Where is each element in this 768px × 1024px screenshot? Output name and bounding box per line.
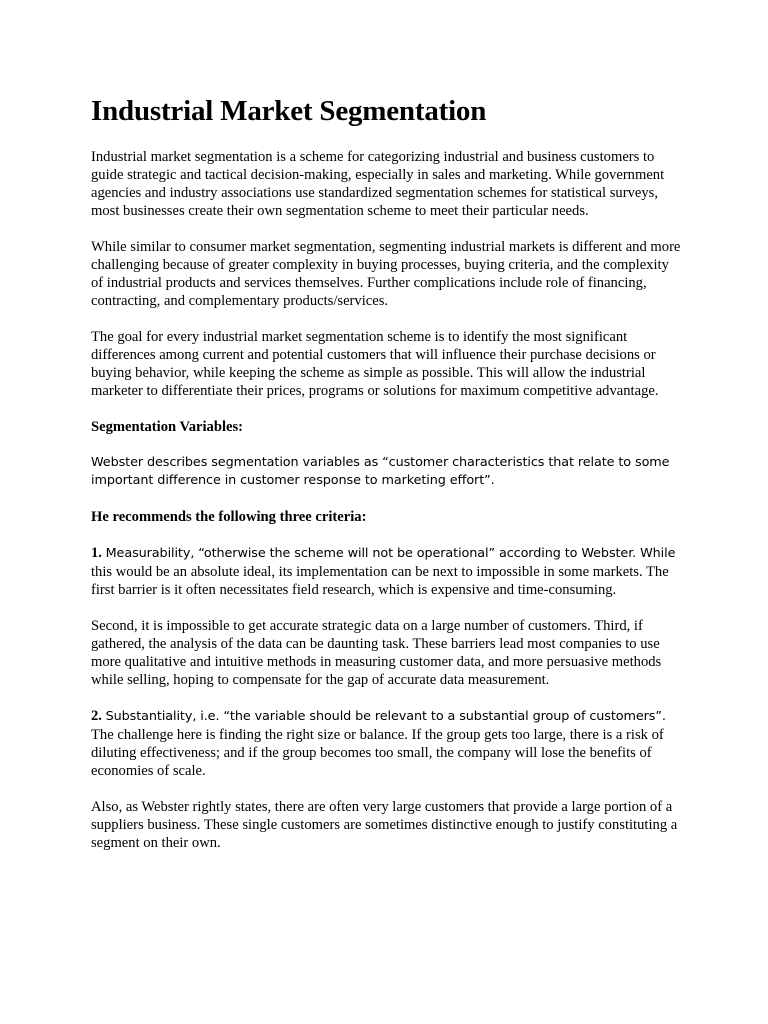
paragraph-intro: Industrial market segmentation is a scheme for categorizing industrial and business customers to guide strategic and tactical decision-making, especially in sales and marketing. While government agencies and industry associations use standardized segmentation schemes for statistical surveys, most businesses create their own segmentation scheme to meet their particular needs. [91,149,665,219]
paragraph-goal: The goal for every industrial market segmentation scheme is to identify the most significant differences among current and potential customers that will influence their purchase decisions or buying behavior, while keeping the scheme as simple as possible. This will allow the industrial marketer to differentiate their prices, programs or solutions for maximum competitive advantage. [91,329,659,399]
heading-three-criteria: He recommends the following three criteria: [91,509,367,525]
criterion-measurability-quote: Measurability, “otherwise the scheme will not be operational” according to Webster. While [105,546,676,561]
criterion-substantiality [91,707,681,780]
document-title: Industrial Market Segmentation [91,95,487,127]
criterion-measurability-text: this would be an absolute ideal, its implementation can be next to impossible in some markets. The first barrier is it often necessitates field research, which is expensive and time-consuming. [91,564,669,598]
paragraph-webster-definition: Webster describes segmentation variables as “customer characteristics that relate to some important difference in customer response to marketing effort”. [91,455,670,488]
criterion-measurability [91,544,681,599]
heading-segmentation-variables: Segmentation Variables: [91,419,244,435]
criterion-number-1: 1. [91,545,102,561]
paragraph-large-customers: Also, as Webster rightly states, there are often very large customers that provide a large portion of a suppliers business. These single customers are sometimes distinctive enough to justify constituting a segment on their own. [91,799,678,851]
criterion-number-2: 2. [91,708,102,724]
paragraph-comparison: While similar to consumer market segmentation, segmenting industrial markets is different and more challenging because of greater complexity in buying processes, buying criteria, and the complexity of industrial products and services themselves. Further complications include role of financing, contracting, and complementary products/services. [91,239,681,309]
paragraph-barriers: Second, it is impossible to get accurate strategic data on a large number of customers. Third, if gathered, the analysis of the data can be daunting task. These barriers lead most companies to use more qualitative and intuitive methods in measuring customer data, and more persuasive methods while selling, hoping to compensate for the gap of accurate data measurement. [91,618,662,688]
document-page [91,92,681,870]
criterion-substantiality-quote: Substantiality, i.e. “the variable should be relevant to a substantial group of customers”. [105,709,666,724]
criterion-substantiality-text: The challenge here is finding the right size or balance. If the group gets too large, there is a risk of diluting effectiveness; and if the group becomes too small, the company will lose the benefits of economies of scale. [91,727,664,779]
